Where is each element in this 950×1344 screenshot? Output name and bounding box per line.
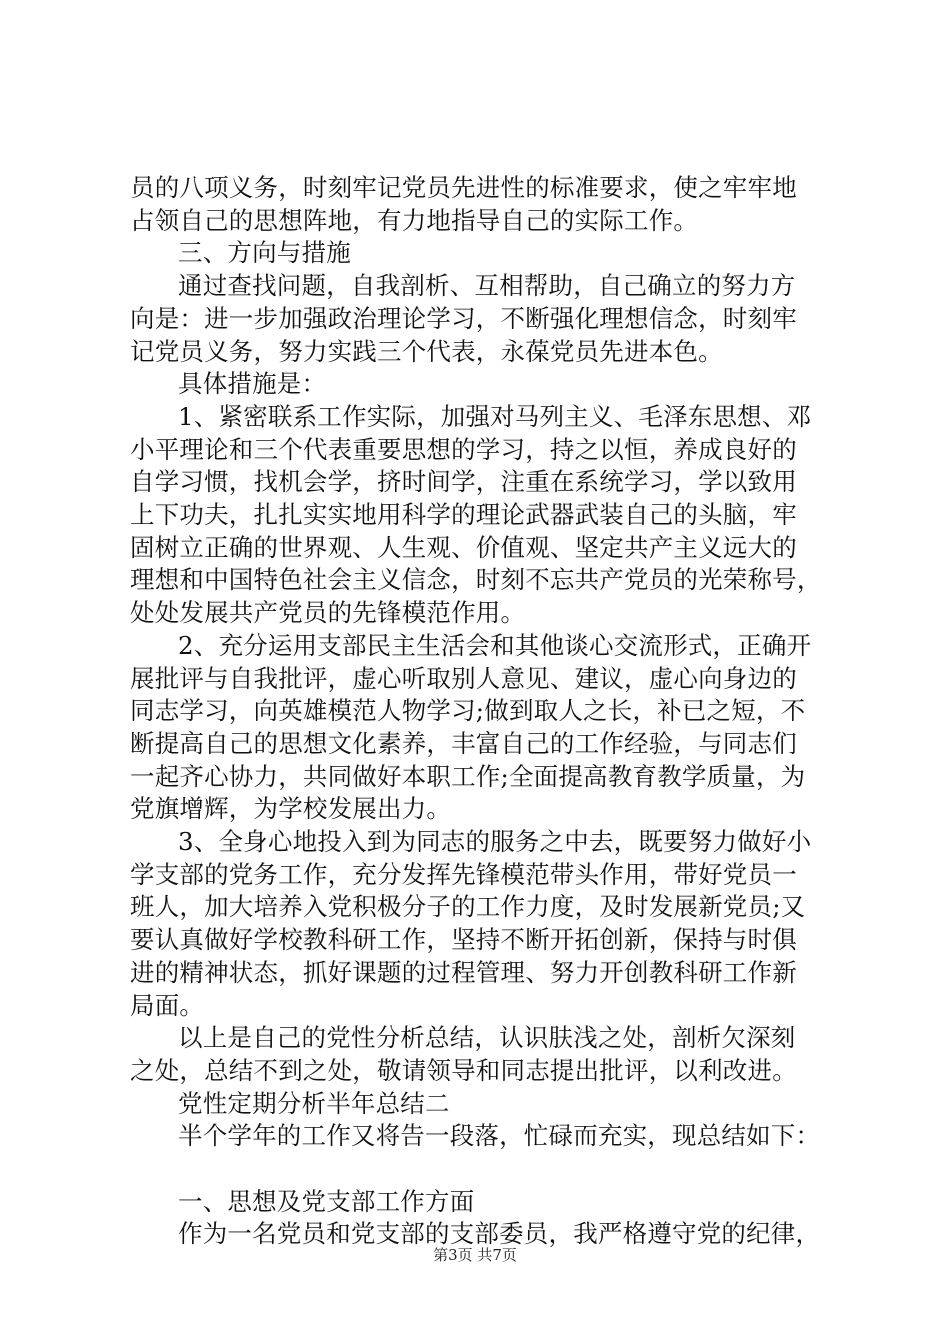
text-line: 要认真做好学校教科研工作，坚持不断开拓创新，保持与时俱 bbox=[130, 925, 797, 955]
text-line: 小平理论和三个代表重要思想的学习，持之以恒，养成良好的 bbox=[130, 434, 797, 464]
text-line: 具体措施是： bbox=[178, 369, 327, 399]
text-line: 之处，总结不到之处，敬请领导和同志提出批评，以利改进。 bbox=[130, 1055, 797, 1085]
text-line: 进的精神状态，抓好课题的过程管理、努力开创教科研工作新 bbox=[130, 957, 797, 987]
text-line: 固树立正确的世界观、人生观、价值观、坚定共产主义远大的 bbox=[130, 532, 797, 562]
text-line: 员的八项义务，时刻牢记党员先进性的标准要求，使之牢牢地 bbox=[130, 173, 797, 202]
text-line: 学支部的党务工作，充分发挥先锋模范带头作用，带好党员一 bbox=[130, 859, 797, 889]
text-line: 上下功夫，扎扎实实地用科学的理论武器武装自己的头脑，牢 bbox=[130, 500, 797, 530]
text-line: 断提高自己的思想文化素养，丰富自己的工作经验，与同志们 bbox=[130, 728, 797, 758]
text-line: 处处发展共产党员的先锋模范作用。 bbox=[130, 598, 526, 628]
text-line: 记党员义务，努力实践三个代表，永葆党员先进本色。 bbox=[130, 336, 723, 366]
text-line: 3、全身心地投入到为同志的服务之中去，既要努力做好小 bbox=[178, 827, 812, 857]
text-line: 占领自己的思想阵地，有力地指导自己的实际工作。 bbox=[130, 205, 699, 235]
text-line: 以上是自己的党性分析总结，认识肤浅之处，剖析欠深刻 bbox=[178, 1023, 796, 1053]
text-line: 一起齐心协力，共同做好本职工作;全面提高教育教学质量，为 bbox=[130, 761, 806, 791]
section-heading: 一、思想及党支部工作方面 bbox=[178, 1186, 475, 1216]
text-line: 党旗增辉，为学校发展出力。 bbox=[130, 794, 452, 824]
page-number-footer: 第3页 共7页 bbox=[433, 1246, 517, 1264]
text-line: 2、充分运用支部民主生活会和其他谈心交流形式，正确开 bbox=[178, 630, 812, 660]
text-line: 半个学年的工作又将告一段落，忙碌而充实，现总结如下： bbox=[178, 1121, 821, 1151]
text-line: 通过查找问题，自我剖析、互相帮助，自己确立的努力方 bbox=[178, 271, 796, 301]
text-line: 理想和中国特色社会主义信念，时刻不忘共产党员的光荣称号， bbox=[130, 565, 822, 595]
blank-line bbox=[130, 1153, 830, 1186]
section-title: 党性定期分析半年总结二 bbox=[178, 1088, 450, 1118]
body-text bbox=[130, 172, 830, 1251]
text-line: 展批评与自我批评，虚心听取别人意见、建议，虚心向身边的 bbox=[130, 663, 797, 693]
text-line: 同志学习，向英雄模范人物学习;做到取人之长，补已之短，不 bbox=[130, 696, 806, 726]
text-line: 自学习惯，找机会学，挤时间学，注重在系统学习，学以致用 bbox=[130, 467, 797, 497]
text-line: 1、紧密联系工作实际，加强对马列主义、毛泽东思想、邓 bbox=[178, 401, 812, 431]
text-line: 局面。 bbox=[130, 990, 205, 1020]
text-line: 班人，加大培养入党积极分子的工作力度，及时发展新党员;又 bbox=[130, 892, 806, 922]
text-line: 向是：进一步加强政治理论学习，不断强化理想信念，时刻牢 bbox=[130, 303, 797, 333]
section-heading: 三、方向与措施 bbox=[178, 238, 351, 268]
text-line: 作为一名党员和党支部的支部委员，我严格遵守党的纪律， bbox=[178, 1219, 821, 1249]
